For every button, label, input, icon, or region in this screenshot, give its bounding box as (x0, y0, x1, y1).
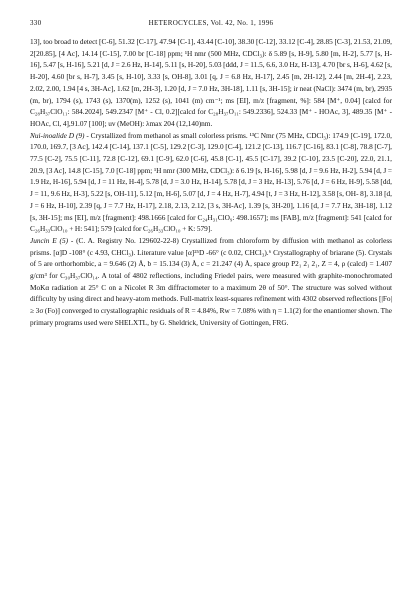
paragraph-run-in: Nui-inoalide D (9) (30, 130, 85, 140)
paragraph-nui-inoalide-d (30, 130, 392, 235)
paragraph-text: - (C. A. Registry No. 129602-22-8) Crystallized from chloroform by diffusion with methanol as colorless prisms. [α]D -108° (c 4.93, CHCl₃). Literature value [α]²⁵D -66° (c 0.02, CHCl₃).⁶ Crystallography of briarane (5). Crystals of 5 are orthorhombic, a = 9.646 (2) Å, b = 15.134 (3) Å, c = 21.247 (4) Å, space group P2₁ 2₁ 2₁, Z = 4, ρ (calcd) = 1.407 g/cm³ for C₃₀H₃₇ClO₁₄. A total of 4802 reflections, including Friedel pairs, were measured with graphite-monochromated MoKα radiation at 25° C on a Nicolet R 3m diffractometer to a maximum 2θ of 50°. The structure was solved without difficulty by using direct and heavy-atom methods. Full-matrix least-squares refinement with 4302 observed reflections [|Fo|≥ 3σ (Fo)] converged to crystallographic residuals of R = 4.84%, Rw = 7.08% with η = 1.1(2) for the enantiomer shown. The primary programs used were SHELXTL, by G. Sheldrick, University of Gottingen, FRG. (30, 235, 392, 327)
page-header (30, 19, 392, 27)
paragraph-text: 13], too broad to detect [C-6], 51.32 [C-17], 47.94 [C-1], 43.44 [C-10], 38.30 [C-12], 33.12 [C-4], 28.85 [C-3], 21.53, 21.09, 2[20.85], [4 Ac], 14.14 [C-15], 7.00 br [C-18] ppm; ¹H nmr (500 MHz, CDCl₃): δ 5.89 [s, H-9], 5.80 [m, H-2], 5.77 [s, H-16], 5.47 [s, H-16], 5.21 [d, J = 2.6 Hz, H-14], 5.11 [s, H-20], 5.03 [ddd, J = 11.5, 6.6, 3.0 Hz, H-13], 4.70 [br s, H-6], 4.62 [s, H-20], 4.60 [br s, H-7], 3.45 [s, H-10], 3.33 [s, OH-8], 3.01 [q, J = 6.8 Hz, H-17], 2.45 [m, 2H-12], 2.44 [m, 2H-4], 2.23, 2.02, 2.00, 1.94 [4 s, 3H-Ac], 1.62 [m, 2H-3], 1.20 [d, J = 7.0 Hz, 3H-18], 1.11 [s, 3H-15]; ir neat (NaCl): 3474 (m, br), 2935 (m, br), 1794 (s), 1743 (s), 1370(m), 1252 (s), 1041 (m) cm⁻¹; ms [EI], m/z [fragment, %]: 584 [M⁺, 0.04] [calcd for C₂₈H₃₇ClO₁₁: 584.2024], 549.2347 [M⁺ - Cl, 0.2][calcd for C₂₈H₃₇O₁₁: 549.2336], 524.33 [M⁺ - HOAc, 3], 489.35 [M⁺ - HOAc, Cl, 4],91.07 [100]; uv (MeOH): λmax 204 (12,140)nm. (30, 37, 392, 128)
paragraph-spectral-data (30, 36, 392, 130)
running-head: HETEROCYCLES, Vol. 42, No. 1, 1996 (148, 19, 274, 27)
page-number: 330 (30, 19, 42, 27)
paragraph-text: - Crystallized from methanol as small colorless prisms. ¹³C Nmr (75 MHz, CDCl₃): 174.9 [C-19], 172.0, 170.0, 169.7, [3 Ac], 142.4 [C-14], 137.1 [C-5], 129.2 [C-3], 129.0 [C-4], 121.2 [C-13], 116.7 [C-16], 83.1 [C-8], 78.8 [C-7], 77.5 [C-2], 75.5 [C-11], 72.8 [C-12], 69.1 [C-9], 62.0 [C-6], 45.8 [C-1], 45.5 [C-17], 39.2 [C-10], 23.5 [C-20], 22.0, 21.1, 20.9, [3 Ac], 14.8 [C-15], 7.0 [C-18] ppm; ¹H nmr (300 MHz, CDCl₃): δ 6.19 [s, H-16], 5.98 [d, J = 9.6 Hz, H-2], 5.94 [d, J = 1.9 Hz, H-16], 5.94 [d, J = 11 Hz, H-4], 5.78 [d, J = 3.0 Hz, H-14], 5.78 [d, J = 3 Hz, H-13], 5.76 [d, J = 6 Hz, H-9], 5.58 [dd, J = 11, 9.6 Hz, H-3], 5.22 [s, OH-11], 5.12 [m, H-6], 5.07 [d, J = 4 Hz, H-7], 4.94 [t, J = 3 Hz, H-12], 3.58 [s, OH- 8], 3.18 [d, J = 6 Hz, H-10], 2.39 [q, J = 7.7 Hz, H-17], 2.18, 2.13, 2.12, [3 s, 3H-Ac], 1.39 [s, 3H-20], 1.16 [d, J = 7.7 Hz, 3H-18], 1.12 [s, 3H-15]; ms [EI], m/z [fragment]: 498.1666 [calcd for C₂₄H₃₁ClO₉: 498.1657]; ms [FAB], m/z [fragment]: 541 [calcd for C₂₆H₃₃ClO₁₀ + H: 541]; 579 [calcd for C₂₆H₃₃ClO₁₀ + K: 579]. (30, 130, 392, 234)
paragraph-run-in: Juncin E (5) (30, 235, 69, 245)
paragraph-juncin-e (30, 235, 392, 329)
